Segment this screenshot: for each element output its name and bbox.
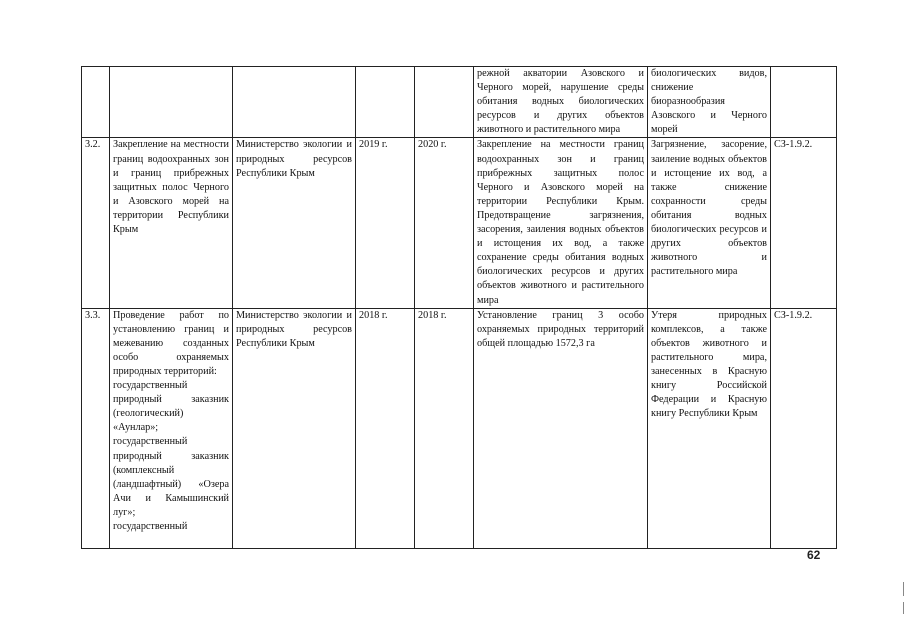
start-year-cell: 2019 г. <box>356 138 415 308</box>
end-year-cell: 2018 г. <box>415 308 474 548</box>
row-number-cell <box>82 67 110 138</box>
scan-edge-mark <box>903 602 904 614</box>
start-year-cell <box>356 67 415 138</box>
measure-cell: Проведение работ по установлению границ и межеванию созданных особо охраняемых природных территорий: государственный природный заказник (геологический) «Аунлар»; государственный природный заказник (комплексный (ландшафтный) «Озера Ачи и Камышинский луг»; государственный <box>110 308 233 548</box>
start-year-cell: 2018 г. <box>356 308 415 548</box>
code-cell: СЗ-1.9.2. <box>771 138 837 308</box>
code-cell: СЗ-1.9.2. <box>771 308 837 548</box>
code-cell <box>771 67 837 138</box>
table-row <box>82 138 837 308</box>
result-cell: режной акватории Азовского и Черного морей, нарушение среды обитания водных биологических ресурсов и других объектов животного и растительного мира <box>474 67 648 138</box>
program-table <box>81 66 837 549</box>
result-cell: Закрепление на местности границ водоохранных зон и границ прибрежных защитных полос Черного и Азовского морей на территории Республики Крым. Предотвращение загрязнения, засорения, заиления водных объектов и истощения их вод, а также сохранение среды обитания водных биологических ресурсов и других объектов животного и растительного мира <box>474 138 648 308</box>
table-row <box>82 308 837 548</box>
row-number-cell: 3.3. <box>82 308 110 548</box>
executor-cell <box>233 67 356 138</box>
measure-cell: Закрепление на местности границ водоохранных зон и границ прибрежных защитных полос Черного и Азовского морей на территории Республики Крым <box>110 138 233 308</box>
consequences-cell: биологических видов, снижение биоразнообразия Азовского и Черного морей <box>648 67 771 138</box>
measure-cell <box>110 67 233 138</box>
consequences-cell: Утеря природных комплексов, а также объектов животного и растительного мира, занесенных в Красную книгу Российской Федерации и Красную книгу Республики Крым <box>648 308 771 548</box>
executor-cell: Министерство экологии и природных ресурсов Республики Крым <box>233 308 356 548</box>
table-row <box>82 67 837 138</box>
end-year-cell: 2020 г. <box>415 138 474 308</box>
result-cell: Установление границ 3 особо охраняемых природных территорий общей площадью 1572,3 га <box>474 308 648 548</box>
consequences-cell: Загрязнение, засорение, заиление водных объектов и истощение их вод, а также снижение сохранности среды обитания водных биологических ресурсов и других объектов животного и растительного мира <box>648 138 771 308</box>
page-number: 62 <box>807 548 821 562</box>
row-number-cell: 3.2. <box>82 138 110 308</box>
end-year-cell <box>415 67 474 138</box>
executor-cell: Министерство экологии и природных ресурсов Республики Крым <box>233 138 356 308</box>
scan-edge-mark <box>903 582 904 596</box>
